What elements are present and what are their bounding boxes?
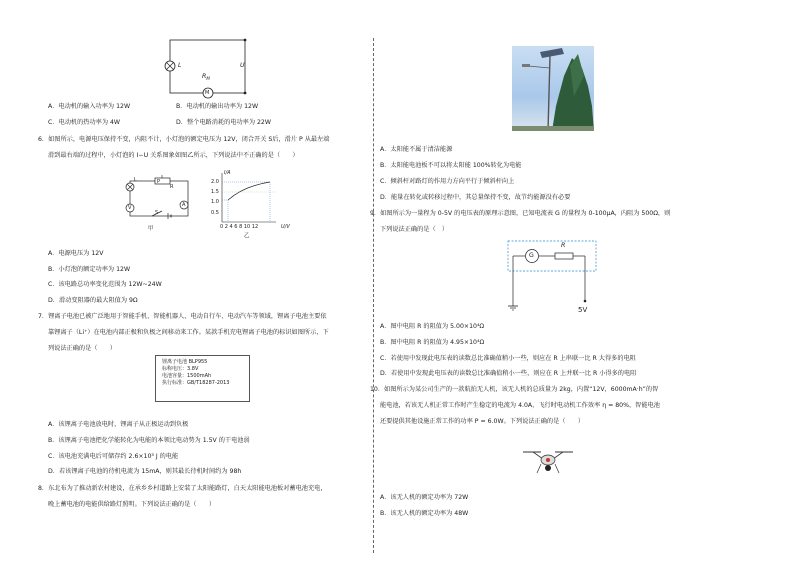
graph-xticks: 0 2 4 6 8 10 12	[220, 224, 259, 230]
q6-stem-line2: 滑到最右端的过程中，小灯泡的 I−U 关系图象如图乙所示，下列说法中不正确的是（ ）	[48, 152, 299, 159]
solar-street-light-photo	[512, 46, 594, 131]
q9-option-d: D．若使用中发现此电压表的读数总比准确值稍小一些，则应在 R 上并联一比 R 小得多的电阻	[380, 370, 637, 377]
q6-ammeter-label: A	[182, 202, 186, 208]
voltage-label: U	[240, 62, 245, 69]
q7-option-a: A．该锂离子电池放电时，锂离子从正极运动到负极	[48, 421, 189, 428]
q10-stem-line3: 还要提供其他设施正常工作的功率 P = 6.0W。下列说法正确的是（ ）	[380, 418, 585, 425]
q8-option-c: C．倾斜杆对路灯的作用力方向平行于倾斜杆向上	[380, 178, 515, 185]
lamp-label: L	[178, 62, 182, 69]
q7-stem-line2: 靠锂离子（Li⁺）在电池内部正极和负极之间移动来工作。某款手机充电锂离子电池的标识如图所示，下	[48, 329, 329, 336]
battery-label-line1: 锂离子电池 BLP955	[162, 359, 208, 365]
q6-option-a: A．电源电压为 12V	[48, 250, 104, 257]
q8-option-a: A．太阳能不属于清洁能源	[380, 146, 453, 153]
q7-stem-line3: 列说法正确的是（ ）	[48, 345, 117, 352]
q10-stem-line1: 10．如图所示为某公司生产的一款航拍无人机，该无人机的总质量为 2kg，内置“12V，6000mA·h”的智	[370, 386, 659, 393]
q6-voltmeter-label: V	[128, 205, 132, 211]
battery-label-line2: 标称电压：3.8V	[162, 366, 199, 372]
q9-stem-line2: 下列说法正确的是（ ）	[380, 226, 449, 233]
prev-option-b: B．电动机的输出功率为 12W	[176, 103, 259, 110]
drone-image	[519, 446, 577, 476]
column-divider	[373, 38, 374, 553]
q8-option-d: D．能量在转化或转移过程中，其总量保持不变，故节约能源没有必要	[380, 194, 571, 201]
resistor-label: R	[561, 242, 566, 249]
q6-circuit-jia	[118, 175, 193, 225]
q6-lamp-label: L	[134, 177, 137, 183]
q9-option-a: A．图中电阻 R 的阻值为 5.00×10⁴Ω	[380, 323, 485, 330]
q6-iu-graph	[210, 170, 278, 232]
q6-stem-line1: 6．如图所示，电源电压保持不变，内阻不计，小灯泡的额定电压为 12V，闭合开关 S后，滑片 P 从最左端	[38, 136, 330, 143]
q6-fig-jia-caption: 甲	[148, 226, 154, 232]
q6-switch-label: S	[155, 210, 159, 216]
q9-option-b: B．图中电阻 R 的阻值为 4.95×10⁴Ω	[380, 339, 485, 346]
q10-option-b: B．该无人机的额定功率为 48W	[380, 510, 469, 517]
battery-label-line3: 电池容量：1500mAh	[162, 373, 212, 379]
motor-resistance-label: $R_M$	[202, 73, 210, 82]
q6-option-d: D．滑动变阻器的最大阻值为 9Ω	[48, 297, 138, 304]
prev-option-c: C．电动机的热功率为 4W	[48, 119, 121, 126]
q10-option-a: A．该无人机的额定功率为 72W	[380, 494, 469, 501]
galvanometer-label: G	[529, 252, 534, 259]
q6-option-b: B．小灯泡的额定功率为 12W	[48, 266, 131, 273]
battery-label-line4: 执行标准：GB/T18287-2013	[162, 380, 230, 386]
q8-option-b: B．太阳能电池板不可以将太阳能 100%转化为电能	[380, 162, 522, 169]
q8-stem-line2: 晚上蓄电池的电能供给路灯照明。下列说法正确的是（ ）	[48, 501, 216, 508]
motor-label: M	[205, 90, 210, 96]
q6-slider-label: P	[157, 179, 161, 185]
prev-option-a: A．电动机的输入功率为 12W	[48, 103, 131, 110]
graph-y-label: I/A	[224, 170, 231, 176]
q7-option-b: B．该锂离子电池把化学能转化为电能的本领比电动势为 1.5V 的干电池弱	[48, 437, 250, 444]
q8-stem-line1: 8．东北布为了推动新农村建设，在承乡乡村道路上安装了太阳能路灯，白天太阳能电池板对蓄电池充电，	[38, 485, 327, 492]
q7-stem-line1: 7．锂离子电池已被广泛地用于智能手机、智能机器人、电动自行车、电动汽车等领域，锂离子电池主要依	[38, 313, 327, 320]
q6-fig-yi-caption: 乙	[244, 233, 250, 239]
q9-voltmeter-circuit	[505, 238, 600, 313]
q6-option-c: C．该电路总功率变化范围为 12W~24W	[48, 281, 162, 288]
q9-stem-line1: 9．如图所示为一量程为 0-5V 的电压表的原理示意图，已知电流表 G 的量程为 0-100μA，内阻为 500Ω，则	[370, 210, 671, 217]
q10-stem-line2: 能电池，若该无人机正常工作时产生稳定的电流为 4.0A，飞行时电动机工作效率 η = 80%，智能电池	[380, 402, 660, 409]
prev-option-d: D．整个电路消耗的电功率为 22W	[176, 119, 271, 126]
graph-ytick-1: 1.0	[211, 199, 219, 205]
q6-rheostat-label: R	[170, 184, 174, 190]
q7-option-d: D．若该锂离子电池的待机电流为 15mA，则其最长待机时间约为 98h	[48, 468, 242, 475]
graph-ytick-15: 1.5	[211, 189, 219, 195]
voltage-5v-label: 5V	[578, 306, 588, 314]
q9-option-c: C．若使用中发现此电压表的读数总比准确值稍小一些，则应在 R 上串联一比 R 大得多的电阻	[380, 355, 636, 362]
graph-ytick-2: 2.0	[211, 179, 219, 185]
battery-label-card	[155, 355, 250, 402]
graph-x-label: U/V	[281, 224, 290, 230]
graph-ytick-05: 0.5	[211, 210, 219, 216]
q7-option-c: C．该电池充满电后可储存约 2.6×10³ J 的电能	[48, 453, 179, 460]
